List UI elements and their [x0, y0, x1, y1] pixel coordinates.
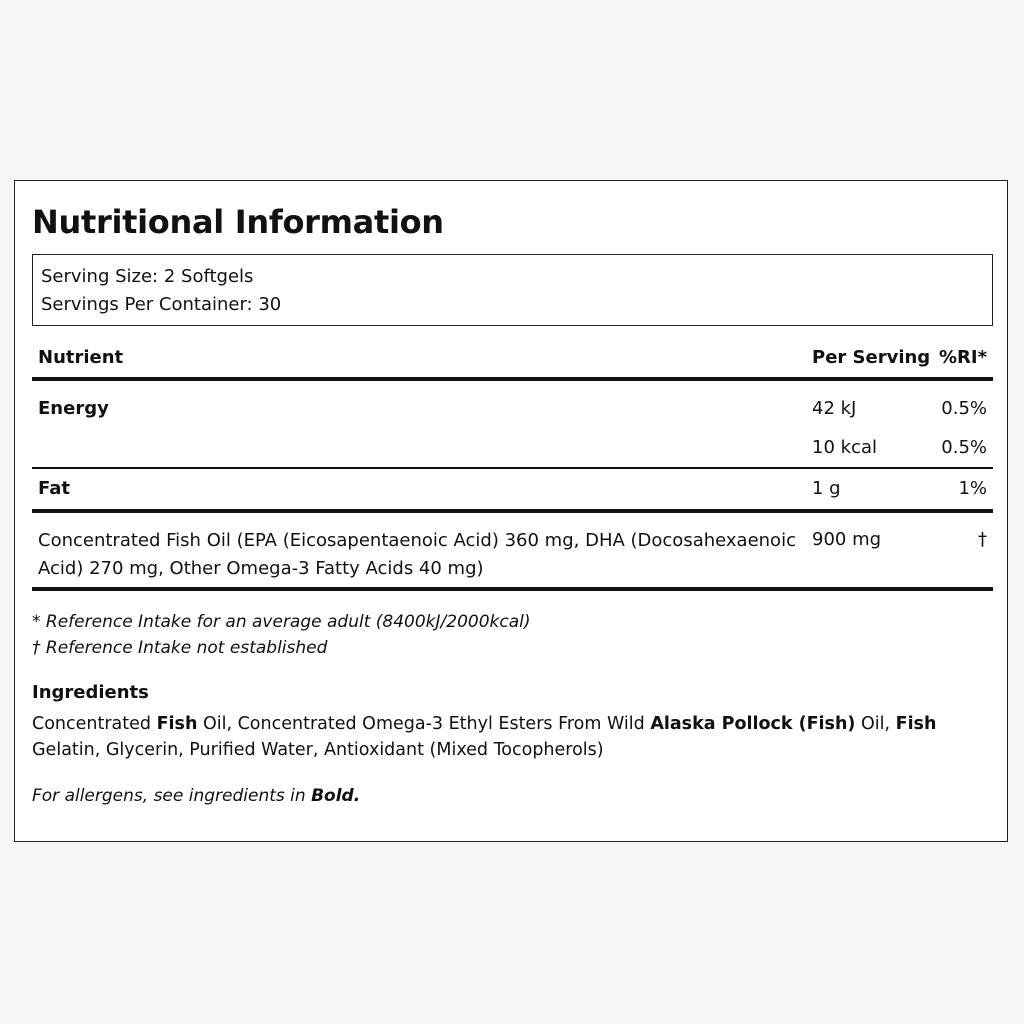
ri-value: 0.5% [941, 398, 987, 419]
per-serving-value: 1 g [812, 478, 841, 499]
allergen-note-text: For allergens, see ingredients in [32, 786, 312, 806]
header-per-serving: Per Serving [812, 347, 931, 368]
allergen-highlight: Fish [156, 714, 198, 734]
ri-value: 1% [958, 478, 987, 499]
ingredient-part: Gelatin, Glycerin, Purified Water, Antioxidant (Mixed Tocopherols) [32, 740, 604, 760]
serving-info-box [32, 254, 993, 326]
servings-per-container: Servings Per Container: 30 [41, 294, 282, 315]
allergen-highlight: Alaska Pollock (Fish) [650, 714, 856, 734]
header-divider [32, 377, 993, 381]
nutrition-label-panel [14, 180, 1008, 842]
ri-footnote: * Reference Intake for an average adult (8400kJ/2000kcal) [32, 612, 531, 632]
ingredient-part: Oil, [855, 714, 896, 734]
per-serving-value: 900 mg [812, 529, 882, 550]
ri-value: 0.5% [941, 437, 987, 458]
nutrient-name: Concentrated Fish Oil (EPA (Eicosapentaenoic Acid) 360 mg, DHA (Docosahexaenoic Acid) 270 mg, Other Omega-3 Fatty Acids 40 mg) [38, 530, 796, 579]
ingredients-title: Ingredients [32, 682, 149, 703]
row-divider [32, 509, 993, 513]
dagger-footnote: † Reference Intake not established [32, 638, 328, 658]
header-nutrient: Nutrient [38, 347, 124, 368]
per-serving-value: 42 kJ [812, 398, 857, 419]
ingredient-part: Concentrated [32, 714, 157, 734]
nutrient-name: Energy [38, 398, 109, 419]
allergen-note [32, 783, 360, 809]
ingredients-text [32, 711, 1002, 763]
serving-size: Serving Size: 2 Softgels [41, 266, 254, 287]
allergen-note-bold: Bold. [311, 786, 361, 806]
row-divider [32, 467, 993, 469]
ri-value: † [978, 529, 987, 550]
per-serving-value: 10 kcal [812, 437, 877, 458]
allergen-highlight: Fish [895, 714, 937, 734]
table-bottom-rule [32, 587, 993, 591]
label-title: Nutritional Information [32, 203, 444, 241]
ingredient-part: Oil, Concentrated Omega-3 Ethyl Esters From Wild [197, 714, 651, 734]
header-ri: %RI* [938, 347, 987, 368]
nutrient-name: Fat [38, 478, 70, 499]
